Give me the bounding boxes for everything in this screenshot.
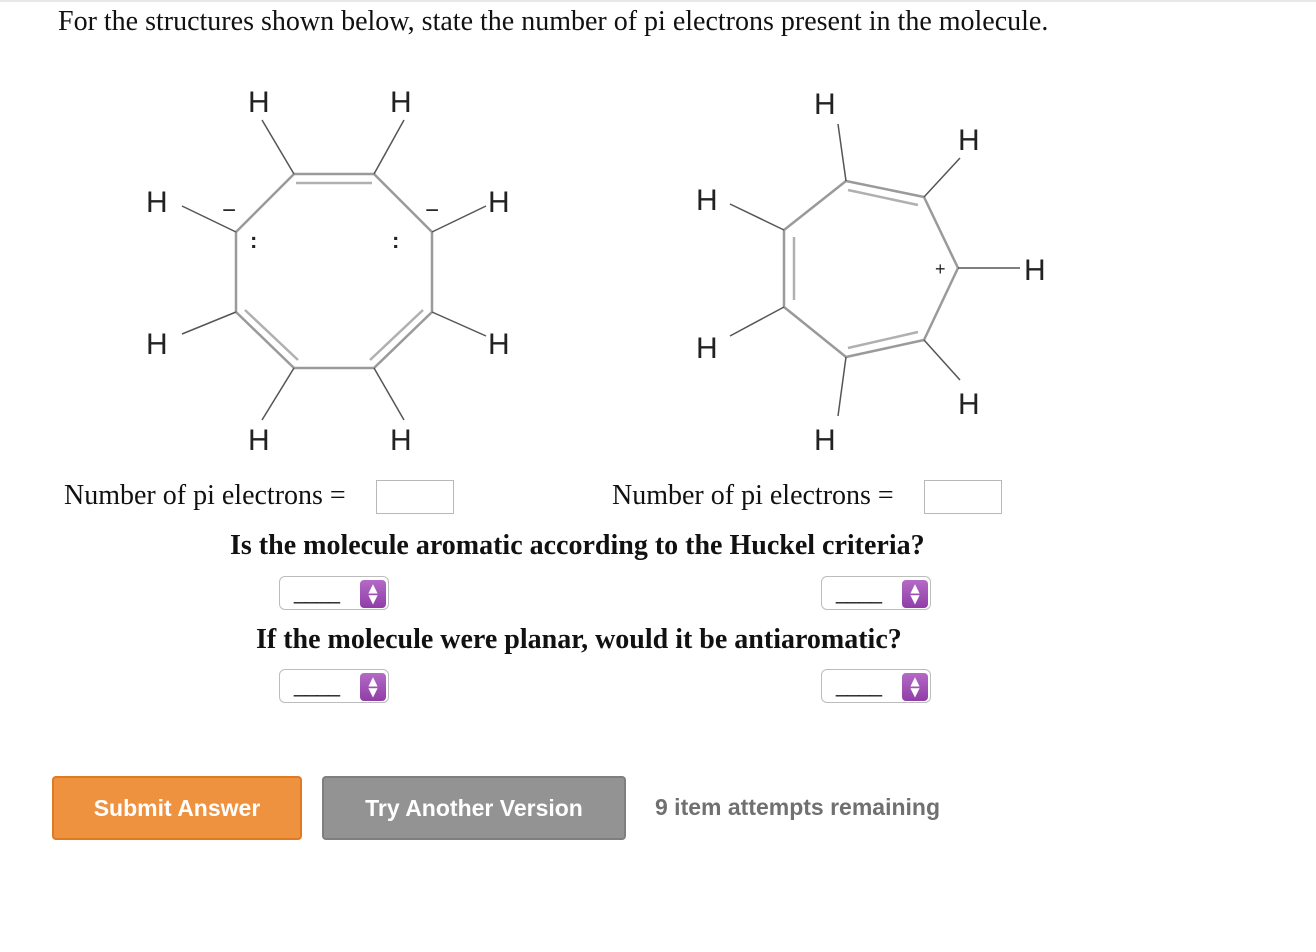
aromatic-question: Is the molecule aromatic according to the Huckel criteria? <box>230 530 925 561</box>
positive-charge: + <box>935 259 946 279</box>
chevron-up-down-icon: ▲ ▼ <box>902 580 928 608</box>
bond <box>236 312 294 368</box>
select-value: ____ <box>294 672 339 697</box>
antiaromatic-select-2[interactable] <box>821 669 931 703</box>
lone-pair: : <box>250 228 258 253</box>
select-value: ____ <box>294 579 339 604</box>
antiaromatic-select-1[interactable] <box>279 669 389 703</box>
pi-electrons-input-2[interactable] <box>924 480 1002 514</box>
molecule-1 <box>182 120 486 420</box>
h-atom-label: H <box>146 186 168 219</box>
pi-electrons-input-1[interactable] <box>376 480 454 514</box>
h-atom-label: H <box>814 424 836 457</box>
double-bond-inner <box>245 310 298 360</box>
bond <box>374 174 432 232</box>
bond <box>846 181 924 197</box>
h-atom-label: H <box>390 424 412 457</box>
bond <box>924 197 958 268</box>
h-atom-label: H <box>488 186 510 219</box>
h-atom-label: H <box>814 88 836 121</box>
h-atom-label: H <box>390 86 412 119</box>
h-atom-label: H <box>696 332 718 365</box>
chevron-up-down-icon: ▲ ▼ <box>360 580 386 608</box>
bond <box>846 340 924 357</box>
antiaromatic-question: If the molecule were planar, would it be antiaromatic? <box>256 624 902 655</box>
aromatic-select-2[interactable] <box>821 576 931 610</box>
h-atom-label: H <box>958 388 980 421</box>
molecule-2-labels <box>696 88 1046 457</box>
h-atom-label: H <box>248 424 270 457</box>
attempts-remaining: 9 item attempts remaining <box>655 794 941 820</box>
h-atom-label: H <box>958 124 980 157</box>
bond <box>374 312 432 368</box>
chevron-up-down-icon: ▲ ▼ <box>902 673 928 701</box>
try-another-version-button[interactable]: Try Another Version <box>322 776 626 840</box>
h-atom-label: H <box>146 328 168 361</box>
chevron-up-down-icon: ▲ ▼ <box>360 673 386 701</box>
submit-answer-button[interactable]: Submit Answer <box>52 776 302 840</box>
bond <box>784 307 846 357</box>
negative-charge: − <box>222 197 237 224</box>
lone-pair: : <box>392 228 400 253</box>
double-bond-inner <box>848 190 918 205</box>
h-atom-label: H <box>696 184 718 217</box>
double-bond-inner <box>370 310 423 360</box>
pi-label-2: Number of pi electrons = <box>612 480 894 511</box>
select-value: ____ <box>836 579 881 604</box>
molecule-1-labels <box>146 86 510 457</box>
select-value: ____ <box>836 672 881 697</box>
negative-charge: − <box>425 197 440 224</box>
aromatic-select-1[interactable] <box>279 576 389 610</box>
pi-label-1: Number of pi electrons = <box>64 480 346 511</box>
h-atom-label: H <box>488 328 510 361</box>
question-text: For the structures shown below, state the number of pi electrons present in the molecule. <box>58 6 1049 37</box>
bond <box>236 174 294 232</box>
h-atom-label: H <box>248 86 270 119</box>
double-bond-inner <box>848 332 918 348</box>
bond <box>784 181 846 230</box>
h-atom-label: H <box>1024 254 1046 287</box>
molecule-2 <box>730 124 1020 416</box>
